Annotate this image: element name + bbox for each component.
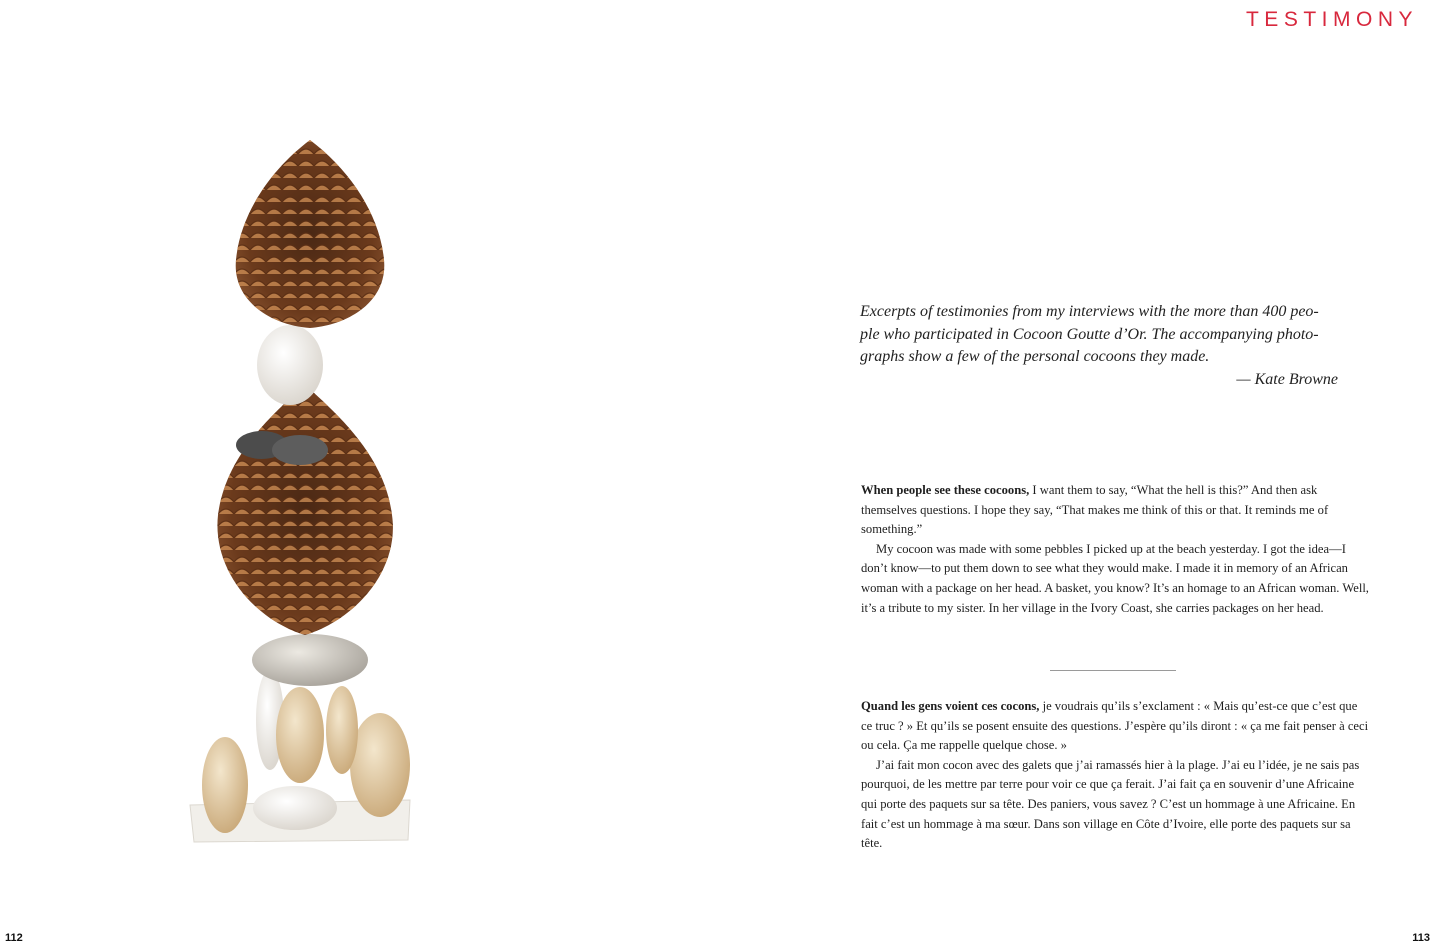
section-label: TESTIMONY	[1245, 8, 1418, 31]
section-divider	[1050, 670, 1176, 671]
french-paragraph-2: J’ai fait mon cocon avec des galets que j’ai ramassés hier à la plage. J’ai eu l’idée, je ne sais pas pourquoi, de les mettre par terre pour voir ce que ça ferait. J’ai fait ça en souvenir d’une Africaine qui porte des paquets sur sa tête. Des paniers, vous savez ? C’est un hommage à une Africaine. En fait c’est un hommage à ma sœur. Dans son village en Côte d’Ivoire, elle porte des paquets sur sa tête.	[861, 757, 1360, 851]
intro-excerpt	[860, 301, 1370, 391]
intro-line: graphs show a few of the personal cocoons they made.	[860, 348, 1210, 365]
page-number-left: 112	[5, 932, 23, 944]
english-p1-text: I want them to say, “What the hell is this?” And then ask themselves questions. I hope they say, “That makes me think of this or that. It reminds me of something.”	[861, 483, 1329, 537]
english-lead: When people see these cocoons,	[861, 483, 1030, 497]
english-testimony	[861, 481, 1371, 618]
french-lead: Quand les gens voient ces cocons,	[861, 699, 1040, 713]
intro-attribution: — Kate Browne	[1236, 370, 1338, 388]
french-testimony	[861, 697, 1371, 854]
cocoon-photo	[170, 130, 440, 850]
english-paragraph-2: My cocoon was made with some pebbles I picked up at the beach yesterday. I got the idea—I don’t know—to put them down to see what they would make. I made it in memory of an African woman with a package on her head. A basket, you know? It’s an homage to an African woman. Well, it’s a tribute to my sister. In her village in the Ivory Coast, she carries packages on her head.	[861, 541, 1369, 615]
intro-line: Excerpts of testimonies from my interviews with the more than 400 peo-	[860, 303, 1319, 320]
french-p1-text: je voudrais qu’ils s’exclament : « Mais qu’est-ce que c’est que ce truc ? » Et qu’ils se posent ensuite des questions. J’espère qu’ils diront : « ça me fait penser à ceci ou cela. Ça me rappelle quelque chose. »	[861, 699, 1369, 753]
page-number-right: 113	[1412, 932, 1430, 944]
french-paragraph-1	[861, 697, 1371, 756]
intro-line: ple who participated in Cocoon Goutte d’Or. The accompanying photo-	[860, 325, 1319, 343]
english-paragraph-1	[861, 481, 1371, 540]
